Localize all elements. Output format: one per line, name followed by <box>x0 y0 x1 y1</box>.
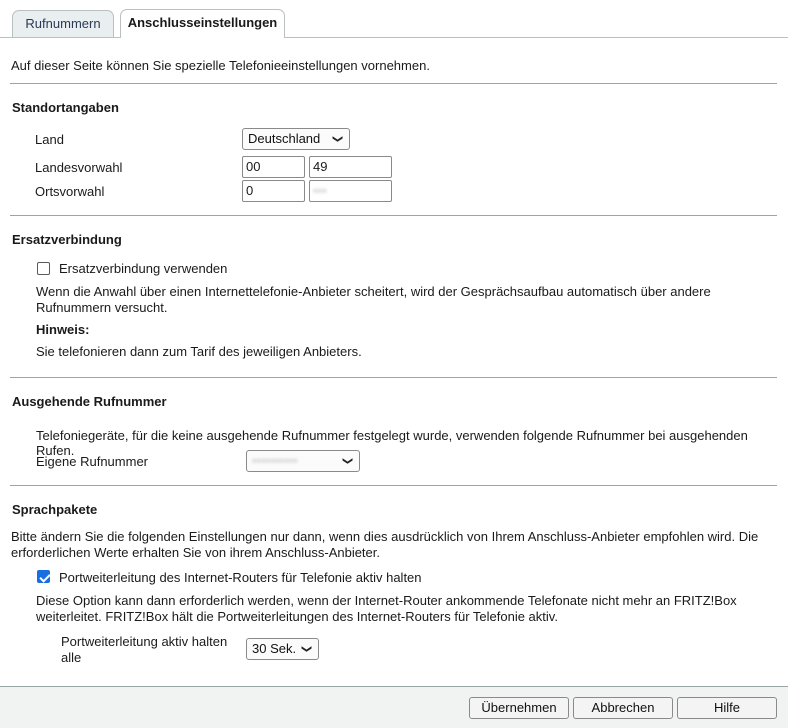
ortsvorwahl-label: Ortsvorwahl <box>35 184 105 199</box>
landesvorwahl-label: Landesvorwahl <box>35 160 123 175</box>
portweiterleitung-description: Diese Option kann dann erforderlich werden, wenn der Internet-Router ankommende Telefonate nicht mehr an FRITZ!Box weiterleitet. FRITZ!Box hält die Portweiterleitungen des Internet-Routers für Telefonie aktiv. <box>36 593 737 624</box>
portweiterleitung-checkbox[interactable] <box>37 570 50 583</box>
landesvorwahl-code-input[interactable]: 49 <box>309 156 392 178</box>
eigene-rufnummer-value: •••••••••• <box>252 453 298 468</box>
section-title-sprach: Sprachpakete <box>12 502 98 517</box>
section-title-standort: Standortangaben <box>12 100 119 115</box>
interval-label: Portweiterleitung aktiv halten alle <box>61 634 228 665</box>
divider <box>10 485 777 486</box>
sprach-description: Bitte ändern Sie die folgenden Einstellungen nur dann, wenn dies ausdrücklich von Ihrem Anschluss-Anbieter empfohlen wird. Die erforderlichen Werte erhalten Sie von ihrem Anschluss-Anbieter. <box>11 529 759 560</box>
ersatz-checkbox[interactable] <box>37 262 50 275</box>
eigene-rufnummer-label: Eigene Rufnummer <box>36 454 148 469</box>
hint-text: Sie telefonieren dann zum Tarif des jeweiligen Anbieters. <box>36 344 362 359</box>
divider <box>10 83 777 84</box>
apply-button[interactable]: Übernehmen <box>469 697 569 719</box>
chevron-down-icon: ❯ <box>341 456 353 466</box>
ortsvorwahl-code-value: ••• <box>313 183 327 198</box>
ersatz-description: Wenn die Anwahl über einen Internettelefonie-Anbieter scheitert, wird der Gesprächsaufbau automatisch über andere Rufnummern versucht. <box>36 284 711 315</box>
interval-value: 30 Sek. <box>252 641 297 656</box>
eigene-rufnummer-select[interactable] <box>246 450 360 472</box>
interval-select[interactable] <box>246 638 319 660</box>
land-value: Deutschland <box>248 131 321 146</box>
section-title-ausgehend: Ausgehende Rufnummer <box>12 394 167 409</box>
divider <box>10 215 777 216</box>
cancel-button[interactable]: Abbrechen <box>573 697 673 719</box>
tab-bar <box>0 0 788 37</box>
ortsvorwahl-prefix-input[interactable]: 0 <box>242 180 305 202</box>
land-select[interactable] <box>242 128 350 150</box>
chevron-down-icon: ❯ <box>300 644 312 654</box>
tab-anschlusseinstellungen[interactable]: Anschlusseinstellungen <box>120 9 285 38</box>
intro-text: Auf dieser Seite können Sie spezielle Telefonieeinstellungen vornehmen. <box>11 58 430 73</box>
button-bar <box>0 686 788 728</box>
hint-title: Hinweis: <box>36 322 90 337</box>
chevron-down-icon: ❯ <box>331 134 343 144</box>
help-button[interactable]: Hilfe <box>677 697 777 719</box>
portweiterleitung-checkbox-label[interactable]: Portweiterleitung des Internet-Routers für Telefonie aktiv halten <box>59 570 422 585</box>
settings-panel <box>0 37 788 686</box>
tab-rufnummern[interactable]: Rufnummern <box>12 10 114 37</box>
section-title-ersatz: Ersatzverbindung <box>12 232 122 247</box>
ersatz-checkbox-label[interactable]: Ersatzverbindung verwenden <box>59 261 228 276</box>
ortsvorwahl-code-input[interactable] <box>309 180 392 202</box>
ausgehend-description: Telefoniegeräte, für die keine ausgehende Rufnummer festgelegt wurde, verwenden folgende Rufnummer bei ausgehenden Rufen. <box>36 428 748 458</box>
landesvorwahl-prefix-input[interactable]: 00 <box>242 156 305 178</box>
land-label: Land <box>35 132 64 147</box>
divider <box>10 377 777 378</box>
